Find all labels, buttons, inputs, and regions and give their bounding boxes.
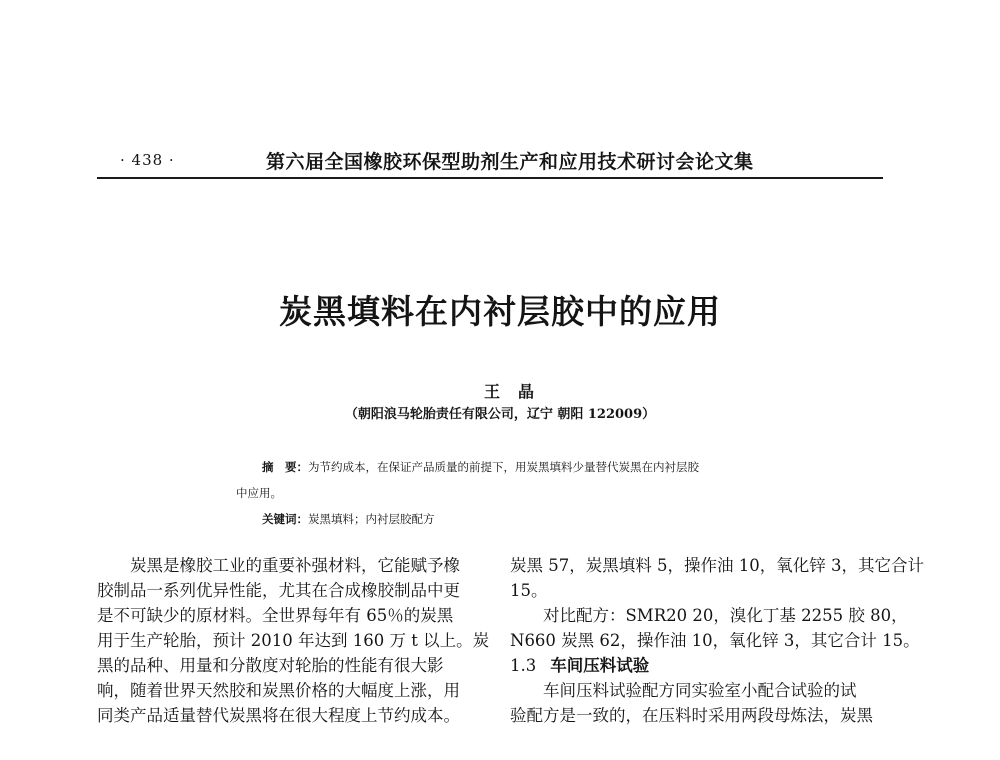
author-name: 王晶 [483, 382, 552, 401]
right-column-line: 车间压料试验配方同实验室小配合试验的试 [543, 681, 857, 700]
keywords [262, 511, 435, 527]
right-column-line: N660 炭黑 62，操作油 10，氧化锌 3，其它合计 15。 [510, 631, 920, 650]
left-column-line: 胶制品一系列优异性能，尤其在合成橡胶制品中更 [97, 581, 460, 600]
abstract-text-line1: 为节约成本，在保证产品质量的前提下，用炭黑填料少量替代炭黑在内衬层胶 [308, 460, 699, 474]
right-column-line: 15。 [510, 581, 548, 600]
left-column-line: 同类产品适量替代炭黑将在很大程度上节约成本。 [97, 706, 460, 725]
left-column-line: 炭黑是橡胶工业的重要补强材料，它能赋予橡 [130, 556, 460, 575]
left-column-line: 用于生产轮胎，预计 2010 年达到 160 万 t 以上。炭 [97, 631, 490, 650]
page-number: · 438 · [120, 151, 175, 169]
left-column-line: 响，随着世界天然胶和炭黑价格的大幅度上涨，用 [97, 681, 460, 700]
keywords-text: 炭黑填料；内衬层胶配方 [308, 512, 435, 526]
running-title: 第六届全国橡胶环保型助剂生产和应用技术研讨会论文集 [266, 151, 754, 173]
section-title: 车间压料试验 [550, 656, 650, 675]
right-column-line: 验配方是一致的，在压料时采用两段母炼法，炭黑 [510, 706, 873, 725]
left-column-line: 黑的品种、用量和分散度对轮胎的性能有很大影 [97, 656, 444, 675]
left-column-line: 是不可缺少的原材料。全世界每年有 65％的炭黑 [97, 606, 454, 625]
header-rule [97, 177, 883, 179]
section-number: 1.3 [510, 656, 537, 675]
right-column [510, 553, 924, 728]
author-affiliation: （朝阳浪马轮胎责任有限公司，辽宁 朝阳 122009） [344, 407, 656, 422]
abstract [262, 459, 699, 475]
paper-title: 炭黑填料在内衬层胶中的应用 [279, 292, 721, 331]
abstract-text-line2: 中应用。 [236, 486, 282, 500]
right-column-line: 炭黑 57，炭黑填料 5，操作油 10，氧化锌 3，其它合计 [510, 556, 924, 575]
right-column-line: 对比配方：SMR20 20，溴化丁基 2255 胶 80， [543, 606, 908, 625]
keywords-label: 关键词： [262, 512, 308, 526]
section-heading [510, 653, 888, 678]
left-column [97, 553, 490, 728]
abstract-label: 摘 要： [262, 460, 308, 474]
